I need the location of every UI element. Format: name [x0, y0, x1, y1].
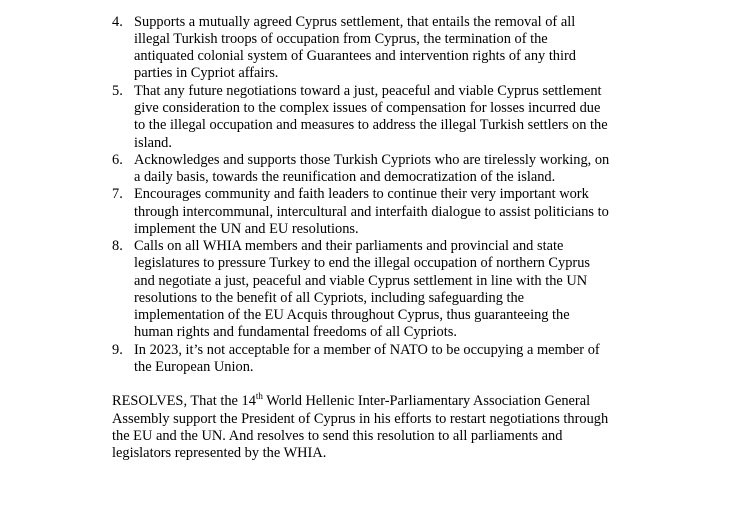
- item-text-line: to the illegal occupation and measures to address the illegal Turkish settlers on the: [134, 117, 608, 133]
- item-text-line: Supports a mutually agreed Cyprus settlement, that entails the removal of all: [134, 14, 576, 30]
- item-text-line: a daily basis, towards the reunification and democratization of the island.: [134, 169, 556, 185]
- item-number: 4.: [112, 14, 123, 30]
- item-text-line: parties in Cypriot affairs.: [134, 65, 279, 81]
- item-number: 8.: [112, 238, 123, 254]
- item-text-line: island.: [134, 135, 172, 151]
- item-text-line: In 2023, it’s not acceptable for a member of NATO to be occupying a member of: [134, 342, 600, 358]
- item-text-line: through intercommunal, intercultural and interfaith dialogue to assist politicians to: [134, 204, 609, 220]
- item-text-line: Acknowledges and supports those Turkish Cypriots who are tirelessly working, on: [134, 152, 610, 168]
- item-text-line: antiquated colonial system of Guarantees and intervention rights of any third: [134, 48, 576, 64]
- item-number: 6.: [112, 152, 123, 168]
- ordinal-superscript: th: [255, 391, 263, 402]
- item-text-line: legislatures to pressure Turkey to end the illegal occupation of northern Cyprus: [134, 255, 591, 271]
- item-text-line: implement the UN and EU resolutions.: [134, 221, 359, 237]
- item-number: 5.: [112, 83, 123, 99]
- item-number: 7.: [112, 186, 123, 202]
- item-text-line: and negotiate a just, peaceful and viable Cyprus settlement in line with the UN: [134, 273, 588, 289]
- item-text-line: implementation of the EU Acquis throughout Cyprus, thus guaranteeing the: [134, 307, 570, 323]
- resolves-line: [112, 393, 590, 410]
- item-text-line: resolutions to the benefit of all Cypriots, including safeguarding the: [134, 290, 525, 306]
- item-text-line: Encourages community and faith leaders to continue their very important work: [134, 186, 589, 202]
- resolves-line: Assembly support the President of Cyprus in his efforts to restart negotiations through: [112, 411, 609, 427]
- resolves-line: the EU and the UN. And resolves to send this resolution to all parliaments and: [112, 428, 563, 444]
- item-text-line: the European Union.: [134, 359, 254, 375]
- resolves-text: RESOLVES, That the 14: [112, 393, 256, 409]
- item-number: 9.: [112, 342, 123, 358]
- item-text-line: human rights and fundamental freedoms of all Cypriots.: [134, 324, 457, 340]
- resolves-text: World Hellenic Inter-Parliamentary Association General: [262, 393, 591, 409]
- item-text-line: Calls on all WHIA members and their parliaments and provincial and state: [134, 238, 564, 254]
- item-text-line: That any future negotiations toward a just, peaceful and viable Cyprus settlement: [134, 83, 602, 99]
- resolves-line: legislators represented by the WHIA.: [112, 445, 327, 461]
- item-text-line: illegal Turkish troops of occupation from Cyprus, the termination of the: [134, 31, 548, 47]
- item-text-line: give consideration to the complex issues of compensation for losses incurred due: [134, 100, 601, 116]
